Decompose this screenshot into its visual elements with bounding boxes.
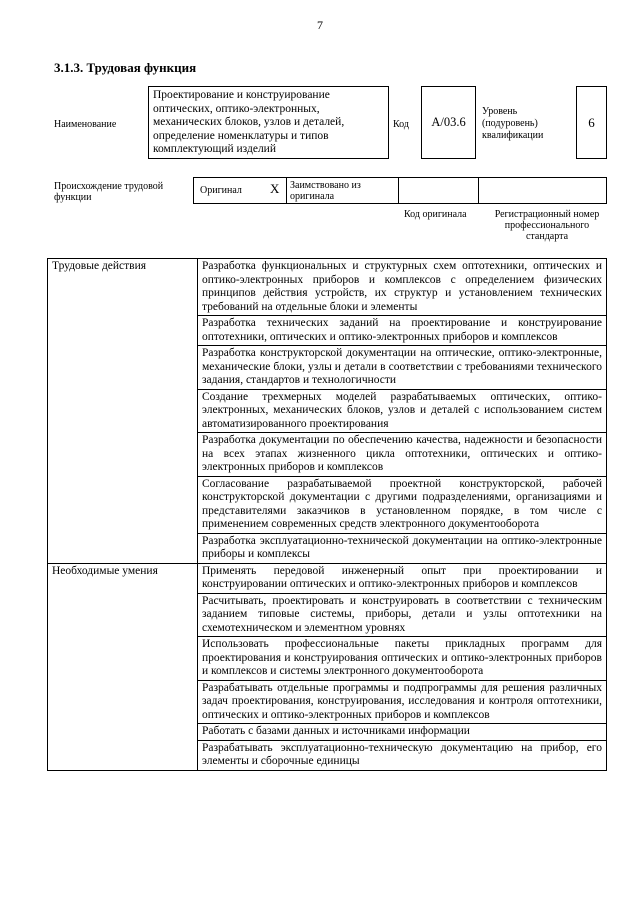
original-code-cell [399,178,479,203]
code-box [421,86,476,159]
original-cell [194,178,287,203]
level-value: 6 [588,114,595,130]
skills-label: Необходимые умения [48,563,198,770]
borrowed-cell [287,178,399,203]
labor-actions-label: Трудовые действия [48,259,198,564]
skill-item: Использовать профессиональные пакеты прикладных программ для проектирования и конструирования оптических и оптико-электронных приборов и комплексов и системы электронного документооборота [198,637,607,681]
skill-item: Разрабатывать эксплуатационно-техническую документацию на прибор, его элементы и сборочные единицы [198,740,607,770]
page-number: 7 [317,18,323,32]
labor-action-item: Разработка документации по обеспечению качества, надежности и безопасности на всех этапах жизненного цикла оптотехники, оптических и оптико-электронных приборов и комплексов [198,433,607,477]
section-title: 3.1.3. Трудовая функция [54,60,197,75]
labor-function-table [47,258,607,771]
code-label: Код [393,119,409,130]
level-label: Уровень (подуровень) квалификации [482,106,544,141]
labor-action-item: Разработка конструкторской документации на оптические, оптико-электронные, механические блоки, узлы и детали в соответствии с требованиями технического задания, стандартов и технологичности [198,346,607,390]
reg-number-caption: Регистрационный номер профессионального стандарта [494,209,600,242]
skill-item: Разрабатывать отдельные программы и подпрограммы для решения различных задач проектирования, конструирования, исследования и контроля оптотехники, оптических и оптико-электронных приборов и комплексов [198,680,607,724]
level-box [576,86,607,159]
labor-action-item: Разработка эксплуатационно-технической документации на оптико-электронные приборы и комплексы [198,533,607,563]
original-code-caption: Код оригинала [404,209,467,220]
borrowed-label: Заимствовано из оригинала [290,180,361,202]
labor-action-item: Создание трехмерных моделей разрабатываемых оптических, оптико-электронных, механических блоков, узлов и деталей с использованием систем автоматизированного проектирования [198,389,607,433]
skill-item: Расчитывать, проектировать и конструировать в соответствии с техническим заданием типовые системы, приборы, детали и узлы оптотехники на схемотехническом и элементном уровнях [198,593,607,637]
name-label: Наименование [54,119,117,130]
original-mark: X [270,181,280,196]
skill-item: Работать с базами данных и источниками информации [198,724,607,741]
labor-action-item: Разработка технических заданий на проектирование и конструирование оптотехники, оптических и оптико-электронных приборов и комплексов [198,316,607,346]
table-row [48,259,607,316]
skill-item: Применять передовой инженерный опыт при проектировании и конструировании оптических и оптико-электронных приборов и комплексов [198,563,607,593]
origin-label: Происхождение трудовой функции [54,181,164,203]
function-name-value: Проектирование и конструирование оптических, оптико-электронных, механических блоков, узлов и деталей, определение номенклатуры и типов комплектующий изделий [153,89,345,155]
function-name-box [148,86,389,159]
original-label: Оригинал [200,185,242,196]
labor-action-item: Разработка функциональных и структурных схем оптотехники, оптических и оптико-электронных приборов и комплексов с определением физических принципов действия устройств, их структур и установлением технических требований на отдельные блоки и элементы [198,259,607,316]
origin-row [193,177,607,204]
table-row [48,563,607,593]
code-value: A/03.6 [431,115,466,129]
labor-action-item: Согласование разрабатываемой проектной конструкторской, рабочей конструкторской документации с другими подразделениями, организациями и представителями заказчиков в установленном порядке, в том числе с применением современных средств электронного документооборота [198,476,607,533]
